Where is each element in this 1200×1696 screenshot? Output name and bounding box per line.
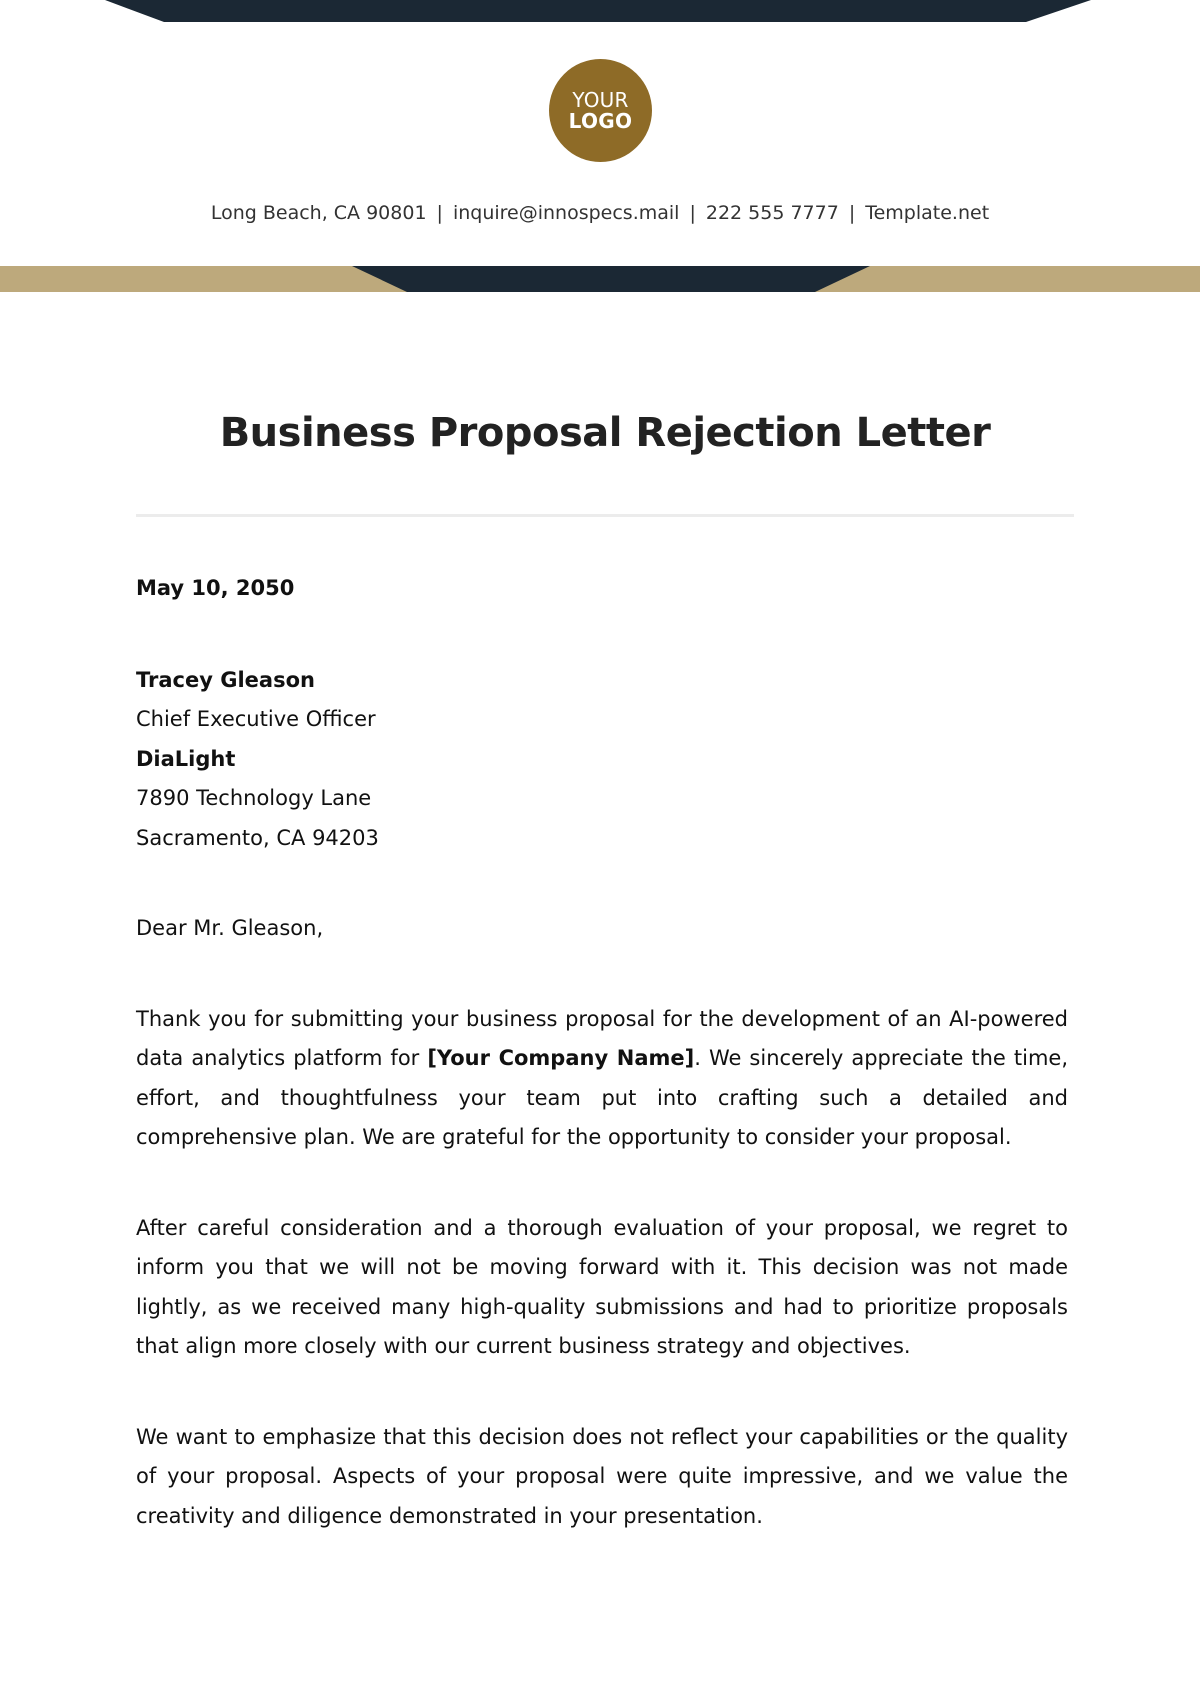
company-logo	[549, 59, 652, 162]
header-top-band-shape	[105, 0, 1091, 22]
contact-separator: |	[848, 202, 856, 224]
header-bottom-band-navy	[352, 266, 870, 292]
recipient-block	[136, 661, 1068, 859]
contact-info	[0, 202, 1200, 224]
company-name-placeholder: [Your Company Name]	[427, 1046, 695, 1070]
recipient-city: Sacramento, CA 94203	[136, 825, 379, 850]
contact-website: Template.net	[865, 202, 990, 224]
contact-separator: |	[436, 202, 443, 224]
letter-date: May 10, 2050	[136, 576, 295, 600]
letter-body	[136, 569, 1068, 1587]
logo-text-line1: YOUR	[572, 87, 629, 112]
contact-phone: 222 555 7777	[705, 202, 839, 224]
recipient-company: DiaLight	[136, 746, 236, 771]
salutation: Dear Mr. Gleason,	[136, 916, 324, 940]
paragraph-3: We want to emphasize that this decision does not reflect your capabilities or the quality of your proposal. Aspects of your proposal were quite impressive, and we value the creativity and diligence demonstrated in your presentation.	[136, 1424, 1068, 1528]
recipient-name: Tracey Gleason	[136, 667, 315, 692]
contact-email: inquire@innospecs.mail	[452, 202, 680, 224]
header-bottom-band	[0, 266, 1200, 292]
paragraph-1	[136, 1000, 1068, 1158]
page-title: Business Proposal Rejection Letter	[219, 410, 991, 456]
header-top-band	[0, 0, 1200, 22]
contact-address: Long Beach, CA 90801	[210, 202, 427, 224]
paragraph-1-text-start: Thank you for submitting your business proposal for the development of an AI-powered data analytics platform for	[136, 1006, 1068, 1070]
contact-separator: |	[689, 202, 696, 224]
recipient-street: 7890 Technology Lane	[136, 786, 372, 810]
title-divider	[136, 514, 1074, 517]
paragraph-2: After careful consideration and a thorough evaluation of your proposal, we regret to inform you that we will not be moving forward with it. This decision was not made lightly, as we received many high-quality submissions and had to prioritize proposals that align more closely with our current business strategy and objectives.	[136, 1215, 1068, 1358]
paragraph-1-text-end: . We sincerely appreciate the time, effort, and thoughtfulness your team put into crafting such a detailed and comprehensive plan. We are grateful for the opportunity to consider your proposal.	[136, 1046, 1068, 1149]
logo-text-line2: LOGO	[568, 108, 633, 133]
recipient-position: Chief Executive Officer	[136, 707, 376, 731]
